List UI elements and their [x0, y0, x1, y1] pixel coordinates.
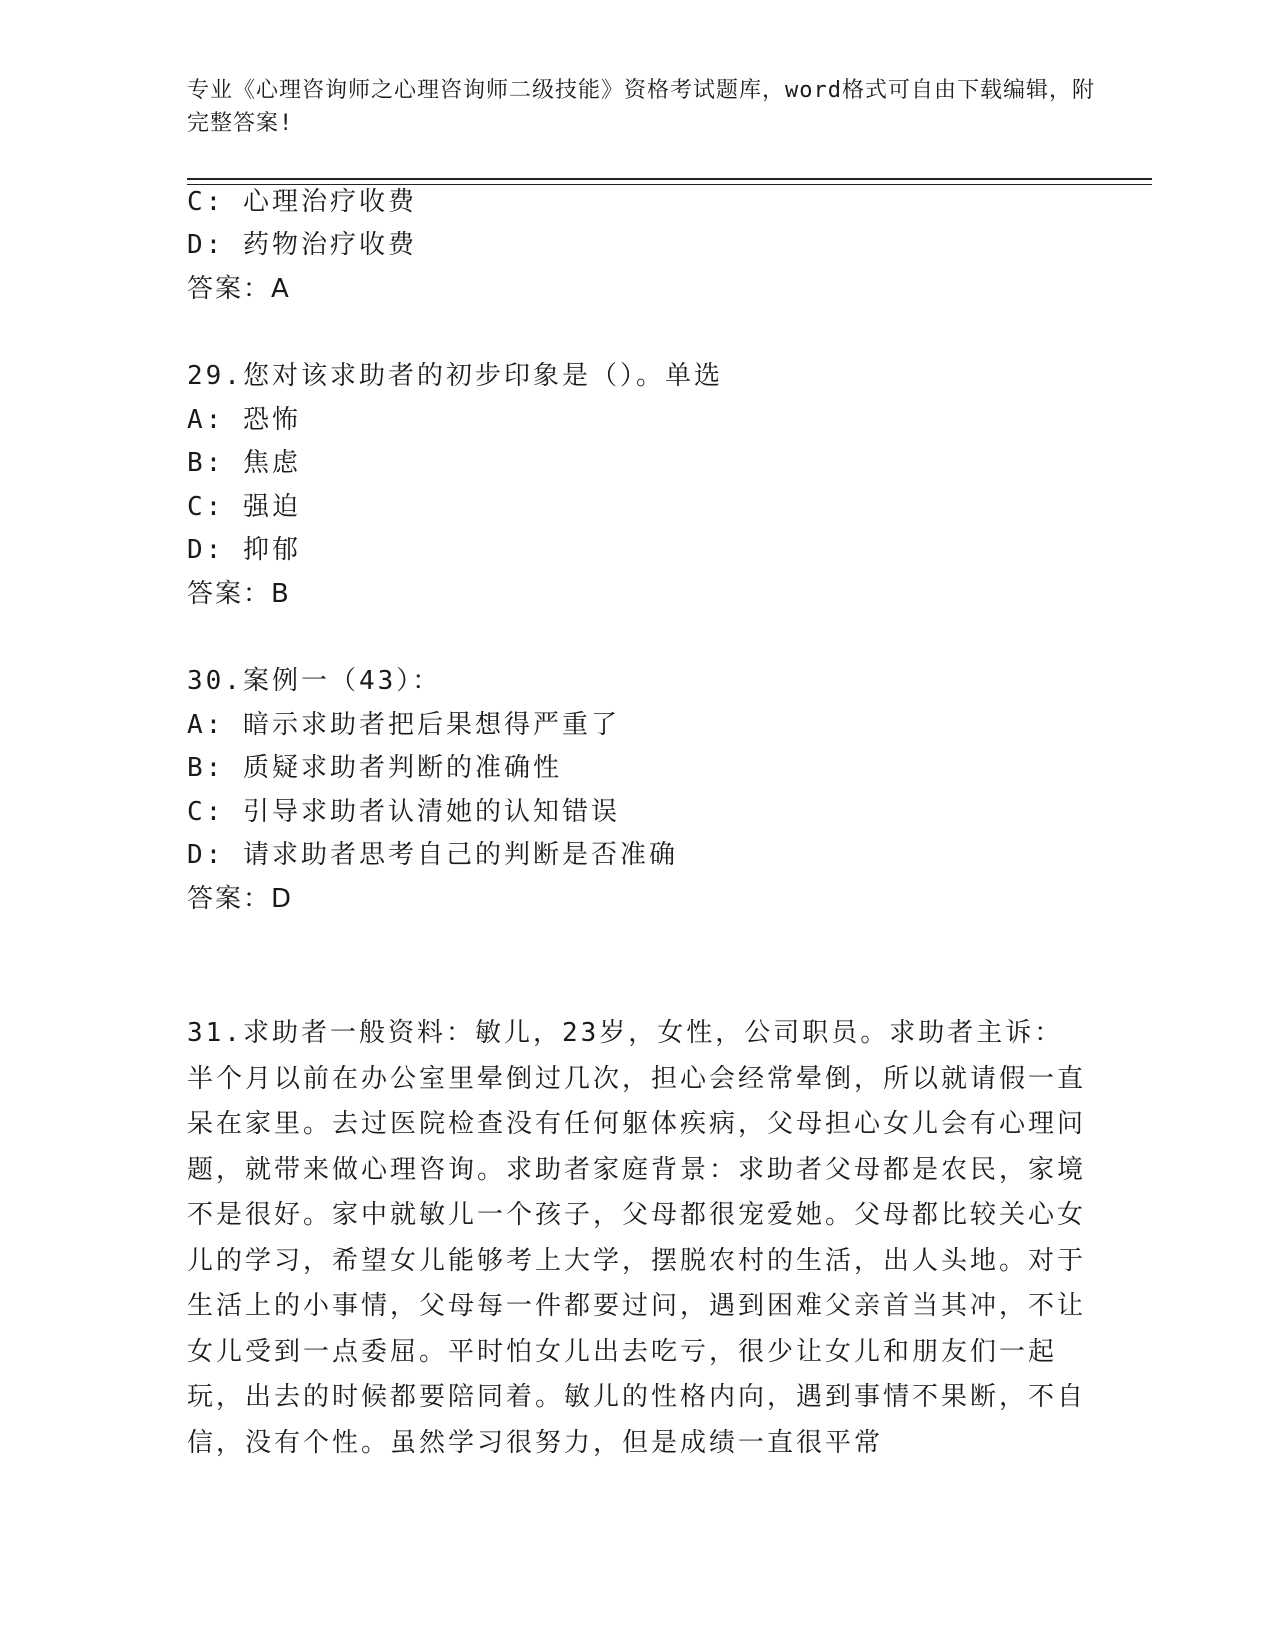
q30-option-a: A: 暗示求助者把后果想得严重了 [187, 710, 620, 740]
q29-option-b: B: 焦虑 [187, 448, 301, 478]
q29-option-d: D: 抑郁 [187, 535, 301, 565]
q31-case-text: 31.求助者一般资料：敏儿，23岁，女性，公司职员。求助者主诉：半个月以前在办公室里晕倒过几次，担心会经常晕倒，所以就请假一直呆在家里。去过医院检查没有任何躯体疾病，父母担心女儿会有心理问题，就带来做心理咨询。求助者家庭背景：求助者父母都是农民，家境不是很好。家中就敏儿一个孩子，父母都很宠爱她。父母都比较关心女儿的学习，希望女儿能够考上大学，摆脱农村的生活，出人头地。对于生活上的小事情，父母每一件都要过问，遇到困难父亲首当其冲，不让女儿受到一点委屈。平时怕女儿出去吃亏，很少让女儿和朋友们一起玩，出去的时候都要陪同着。敏儿的性格内向，遇到事情不果断，不自信，没有个性。虽然学习很努力，但是成绩一直很平常 [187, 1018, 1087, 1458]
q28-answer: 答案：A [187, 274, 291, 304]
q29-option-a: A: 恐怖 [187, 405, 301, 435]
header-divider-thin [187, 184, 1152, 185]
q28-option-c: C: 心理治疗收费 [187, 187, 417, 217]
q30-option-c: C: 引导求助者认清她的认知错误 [187, 797, 620, 827]
header-divider-thick [187, 178, 1152, 180]
q30-option-b: B: 质疑求助者判断的准确性 [187, 753, 562, 783]
q29-answer: 答案：B [187, 579, 291, 609]
document-header: 专业《心理咨询师之心理咨询师二级技能》资格考试题库，word格式可自由下载编辑，附完整答案! [187, 78, 1095, 136]
q29-question: 29.您对该求助者的初步印象是（）。单选 [187, 361, 723, 391]
q30-question: 30.案例一（43）： [187, 666, 442, 696]
q28-option-d: D: 药物治疗收费 [187, 230, 417, 260]
q30-option-d: D: 请求助者思考自己的判断是否准确 [187, 840, 678, 870]
q29-option-c: C: 强迫 [187, 492, 301, 522]
q30-answer: 答案：D [187, 884, 294, 914]
